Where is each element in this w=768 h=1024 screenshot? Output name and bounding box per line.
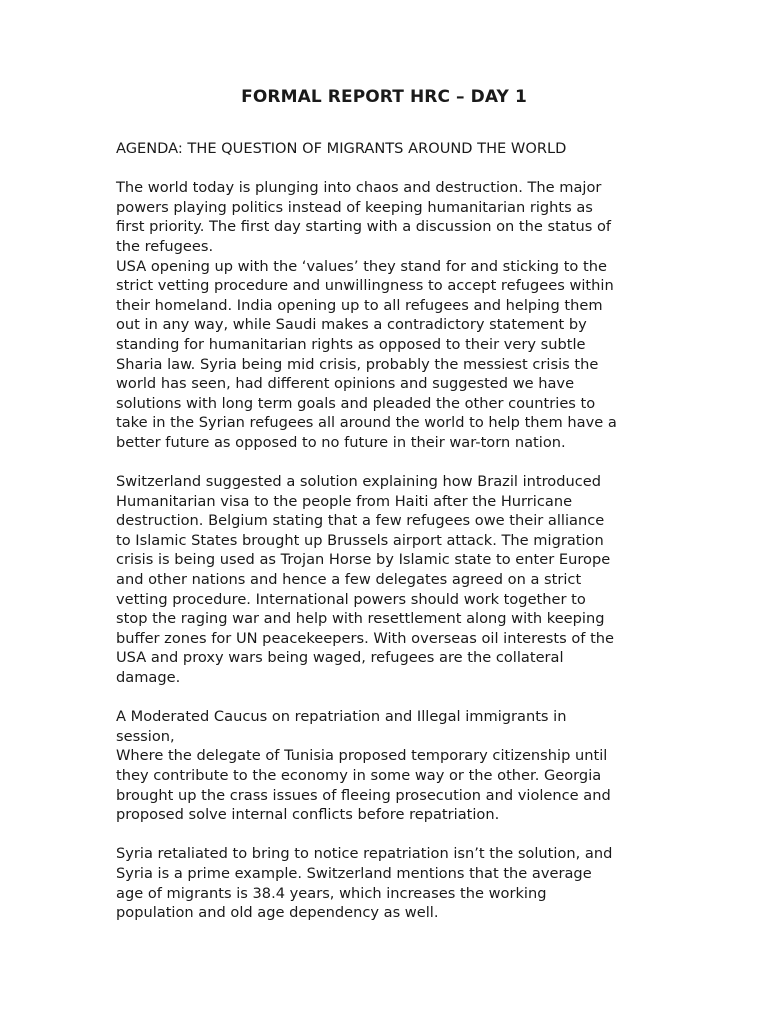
text-line: Syria is a prime example. Switzerland mentions that the average: [116, 864, 592, 882]
agenda-line: AGENDA: THE QUESTION OF MIGRANTS AROUND THE WORLD: [116, 140, 567, 157]
document-body: [116, 139, 656, 923]
text-line: USA opening up with the ‘values’ they stand for and sticking to the: [116, 257, 607, 275]
text-line: standing for humanitarian rights as opposed to their very subtle: [116, 335, 586, 353]
text-line: Syria retaliated to bring to notice repatriation isn’t the solution, and: [116, 845, 613, 863]
text-line: Sharia law. Syria being mid crisis, probably the messiest crisis the: [116, 355, 599, 373]
text-line: stop the raging war and help with resettlement along with keeping: [116, 610, 605, 628]
text-line: crisis is being used as Trojan Horse by Islamic state to enter Europe: [116, 551, 611, 569]
text-line: age of migrants is 38.4 years, which increases the working: [116, 884, 547, 902]
text-line: USA and proxy wars being waged, refugees are the collateral: [116, 649, 564, 667]
paragraph-switzerland-solution: [116, 472, 656, 688]
text-line: take in the Syrian refugees all around the world to help them have a: [116, 414, 617, 432]
text-line: to Islamic States brought up Brussels airport attack. The migration: [116, 531, 604, 549]
text-line: solutions with long term goals and pleaded the other countries to: [116, 394, 596, 412]
text-line: they contribute to the economy in some way or the other. Georgia: [116, 767, 602, 784]
text-line: world has seen, had different opinions and suggested we have: [116, 375, 575, 393]
paragraph-spacer: [116, 825, 656, 845]
paragraph-opening-statements: [116, 178, 656, 452]
paragraph-spacer: [116, 159, 656, 179]
text-line: buffer zones for UN peacekeepers. With overseas oil interests of the: [116, 629, 615, 647]
text-line: first priority. The first day starting with a discussion on the status of: [116, 218, 612, 236]
text-line: Humanitarian visa to the people from Haiti after the Hurricane: [116, 492, 573, 510]
text-line: and other nations and hence a few delegates agreed on a strict: [116, 571, 582, 589]
text-line: The world today is plunging into chaos and destruction. The major: [116, 179, 602, 197]
text-line: Switzerland suggested a solution explaining how Brazil introduced: [116, 473, 601, 491]
text-line: vetting procedure. International powers should work together to: [116, 590, 586, 608]
paragraph-syria-retaliation: [116, 844, 656, 922]
text-line: better future as opposed to no future in their war-torn nation.: [116, 433, 566, 451]
text-line: their homeland. India opening up to all refugees and helping them: [116, 296, 603, 314]
text-line: destruction. Belgium stating that a few refugees owe their alliance: [116, 512, 605, 530]
text-line: damage.: [116, 669, 181, 687]
paragraph-moderated-caucus: [116, 707, 656, 825]
text-line: out in any way, while Saudi makes a contradictory statement by: [116, 316, 587, 334]
paragraph-spacer: [116, 688, 656, 708]
text-line: population and old age dependency as well.: [116, 904, 439, 922]
text-line: session,: [116, 727, 175, 745]
text-line: proposed solve internal conflicts before repatriation.: [116, 806, 500, 824]
paragraph-spacer: [116, 453, 656, 473]
text-line: strict vetting procedure and unwillingness to accept refugees within: [116, 277, 614, 295]
page-title: FORMAL REPORT HRC – DAY 1: [241, 87, 527, 107]
text-line: brought up the crass issues of fleeing prosecution and violence and: [116, 786, 611, 804]
text-line: the refugees.: [116, 237, 214, 255]
text-line: Where the delegate of Tunisia proposed temporary citizenship until: [116, 747, 608, 765]
text-line: A Moderated Caucus on repatriation and Illegal immigrants in: [116, 708, 567, 726]
text-line: powers playing politics instead of keeping humanitarian rights as: [116, 198, 593, 216]
